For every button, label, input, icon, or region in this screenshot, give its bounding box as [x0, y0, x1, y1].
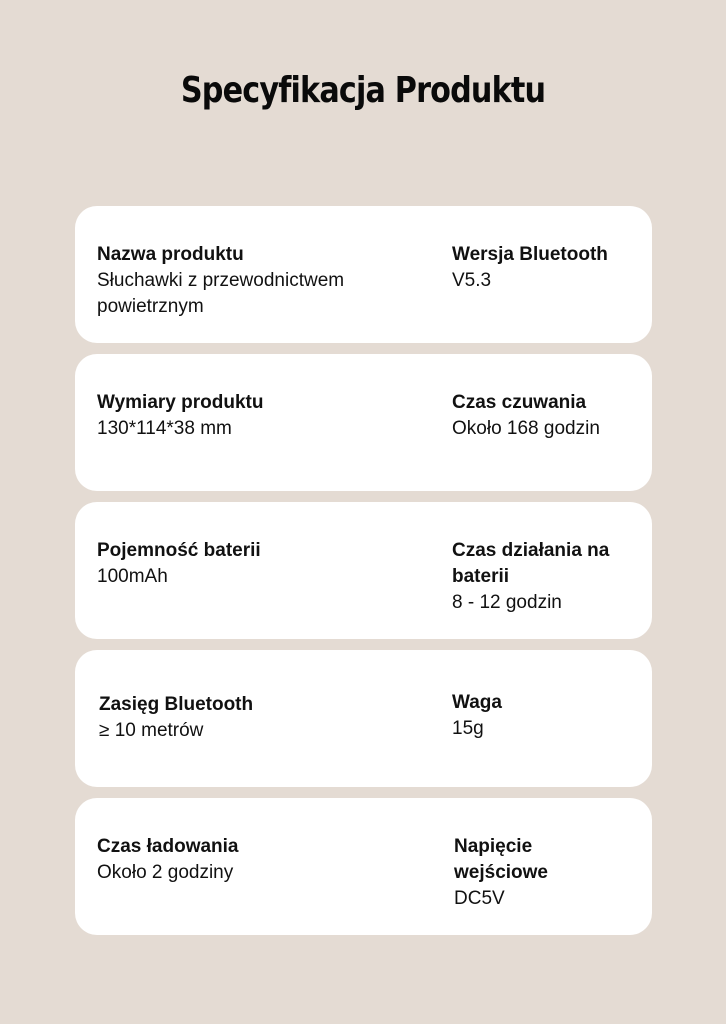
spec-label: Czas czuwania [452, 392, 587, 413]
spec-bluetooth-version [452, 242, 642, 294]
spec-value: Około 168 godzin [452, 418, 600, 439]
spec-card-name-bluetooth [75, 206, 652, 343]
spec-value: Słuchawki z przewodnictwem powietrznym [97, 270, 345, 317]
page-title: Specyfikacja Produktu [180, 70, 546, 111]
spec-card-range-weight [75, 650, 652, 787]
spec-card-battery [75, 502, 652, 639]
spec-value: V5.3 [452, 270, 492, 291]
spec-dimensions [97, 390, 417, 442]
spec-input-voltage [454, 834, 584, 912]
spec-value: Około 2 godziny [97, 862, 234, 883]
spec-label: Czas ładowania [97, 836, 239, 857]
spec-bluetooth-range [99, 692, 419, 744]
spec-label: Czas działania na baterii [452, 540, 610, 587]
spec-value: 130*114*38 mm [97, 418, 232, 439]
spec-product-name [97, 242, 417, 320]
spec-label: Waga [452, 692, 502, 713]
spec-card-charging-voltage [75, 798, 652, 935]
spec-value: 8 - 12 godzin [452, 592, 562, 613]
spec-label: Napięcie wejściowe [454, 836, 548, 883]
spec-card-list [75, 206, 652, 946]
spec-label: Wersja Bluetooth [452, 244, 608, 265]
spec-label: Nazwa produktu [97, 244, 244, 265]
spec-value: ≥ 10 metrów [99, 720, 204, 741]
spec-battery-capacity [97, 538, 417, 590]
spec-label: Pojemność baterii [97, 540, 261, 561]
spec-weight [452, 690, 642, 742]
spec-standby-time [452, 390, 642, 442]
spec-label: Wymiary produktu [97, 392, 264, 413]
spec-card-dimensions-standby [75, 354, 652, 491]
spec-battery-runtime [452, 538, 612, 616]
spec-value: 15g [452, 718, 484, 739]
spec-label: Zasięg Bluetooth [99, 694, 254, 715]
spec-value: 100mAh [97, 566, 168, 587]
spec-value: DC5V [454, 888, 505, 909]
spec-charging-time [97, 834, 417, 886]
